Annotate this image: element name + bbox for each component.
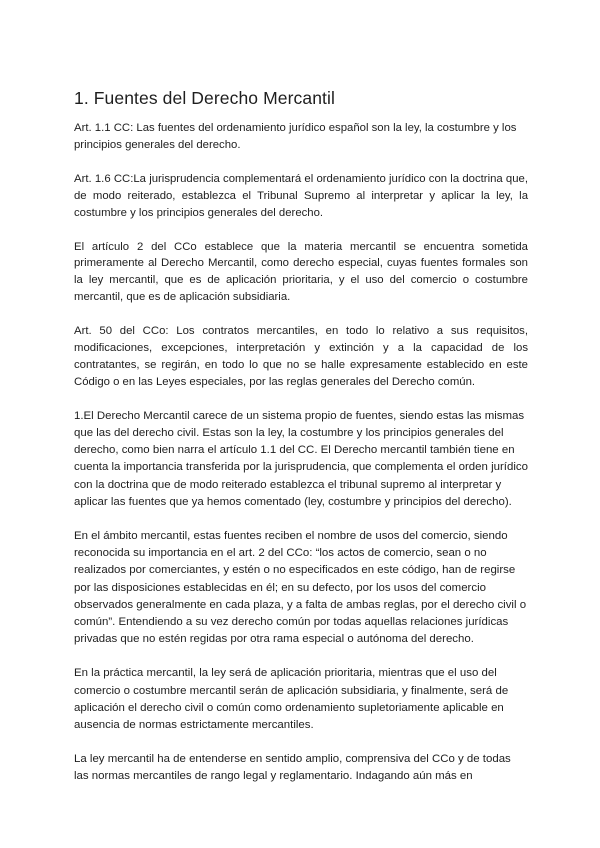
paragraph-usos-comercio: En el ámbito mercantil, estas fuentes reciben el nombre de usos del comercio, siendo reconocida su importancia en el art. 2 del CCo: “los actos de comercio, sean o no realizados por comerciantes, y estén o no especificados en este código, han de regirse por las disposiciones establecidas en él; en su defecto, por los usos del comercio observados generalmente en cada plaza, y a falta de ambas reglas, por el derecho civil o común”. Entendiendo a su vez derecho común por todas aquellas relaciones jurídicas privadas que no estén regidas por otra rama especial o autónoma del derecho.: [74, 530, 527, 646]
paragraph-art-1-1: Art. 1.1 CC: Las fuentes del ordenamiento jurídico español son la ley, la costumbre y los principios generales del derecho.: [74, 122, 517, 151]
section-title: 1. Fuentes del Derecho Mercantil: [74, 88, 335, 108]
paragraph-art-2-cco: El artículo 2 del CCo establece que la materia mercantil se encuentra sometida primeramente al Derecho Mercantil, como derecho especial, cuyas fuentes formales son la ley mercantil, que es de aplicación prioritaria, y el uso del comercio o costumbre mercantil, que es de aplicación subsidiaria.: [74, 240, 528, 304]
paragraph-art-50-cco: Art. 50 del CCo: Los contratos mercantiles, en todo lo relativo a sus requisitos, modificaciones, excepciones, interpretación y extinción y a la capacidad de los contratantes, se regirán, en todo lo que no se halle expresamente establecido en este Código o en las Leyes especiales, por las reglas generales del Derecho común.: [74, 325, 528, 388]
paragraph-ley-mercantil: La ley mercantil ha de entenderse en sentido amplio, comprensiva del CCo y de todas las normas mercantiles de rango legal y reglamentario. Indagando aún más en: [74, 753, 511, 783]
paragraph-practica-mercantil: En la práctica mercantil, la ley será de aplicación prioritaria, mientras que el uso del comercio o costumbre mercantil serán de aplicación subsidiaria, y finalmente, será de aplicación el derecho civil o común como ordenamiento supletoriamente aplicable en ausencia de normas estrictamente mercantiles.: [74, 667, 509, 732]
paragraph-art-1-6: Art. 1.6 CC:La jurisprudencia complementará el ordenamiento jurídico con la doctrina que, de modo reiterado, establezca el Tribunal Supremo al interpretar y aplicar la ley, la costumbre y los principios generales del derecho.: [74, 172, 528, 219]
paragraph-sources-civil-law: 1.El Derecho Mercantil carece de un sistema propio de fuentes, siendo estas las mismas que las del derecho civil. Estas son la ley, la costumbre y los principios generales del derecho, como bien narra el artículo 1.1 del CC. El Derecho mercantil también tiene en cuenta la importancia transferida por la jurisprudencia, que complementa el orden jurídico con la doctrina que de modo reiterado establezca el tribunal supremo al interpretar y aplicar las fuentes que ya hemos comentado (ley, costumbre y principios del derecho).: [74, 409, 528, 508]
document-page: [74, 86, 528, 803]
